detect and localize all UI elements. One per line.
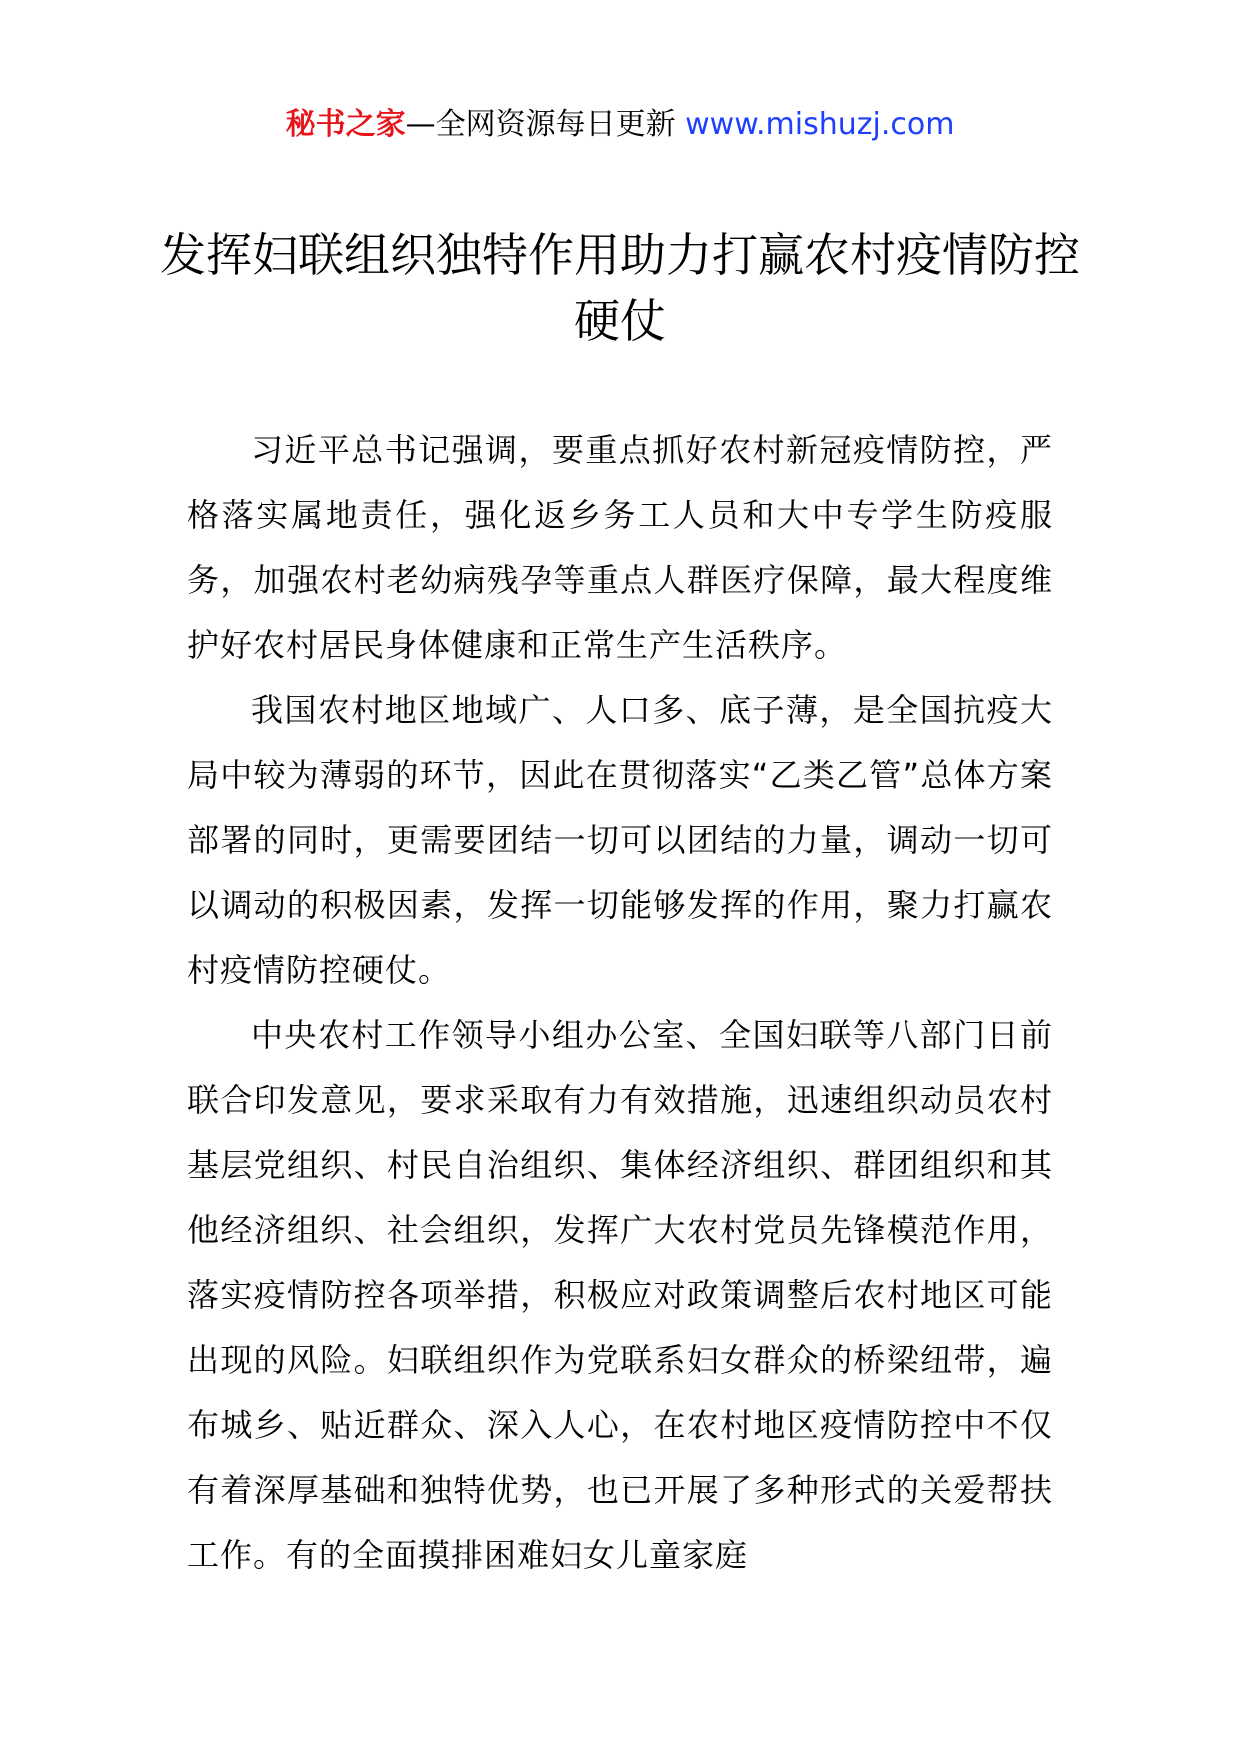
paragraph-2: 我国农村地区地域广、人口多、底子薄，是全国抗疫大局中较为薄弱的环节，因此在贯彻落实“乙类乙管”总体方案部署的同时，更需要团结一切可以团结的力量，调动一切可以调动的积极因素，发挥一切能够发挥的作用，聚力打赢农村疫情防控硬仗。: [187, 691, 1053, 989]
site-url-link[interactable]: www.mishuzj.com: [685, 107, 955, 142]
site-header: [0, 100, 1240, 150]
site-brand: 秘书之家: [285, 107, 406, 142]
paragraph-3: 中央农村工作领导小组办公室、全国妇联等八部门日前联合印发意见，要求采取有力有效措施，迅速组织动员农村基层党组织、村民自治组织、集体经济组织、群团组织和其他经济组织、社会组织，发挥广大农村党员先锋模范作用，落实疫情防控各项举措，积极应对政策调整后农村地区可能出现的风险。妇联组织作为党联系妇女群众的桥梁纽带，遍布城乡、贴近群众、深入人心，在农村地区疫情防控中不仅有着深厚基础和独特优势，也已开展了多种形式的关爱帮扶工作。有的全面摸排困难妇女儿童家庭: [187, 1016, 1053, 1574]
document-title: 发挥妇联组织独特作用助力打赢农村疫情防控硬仗: [160, 228, 1080, 348]
document-body: [187, 418, 1053, 1588]
site-tagline: —全网资源每日更新: [405, 107, 676, 142]
paragraph-1: 习近平总书记强调，要重点抓好农村新冠疫情防控，严格落实属地责任，强化返乡务工人员和大中专学生防疫服务，加强农村老幼病残孕等重点人群医疗保障，最大程度维护好农村居民身体健康和正常生产生活秩序。: [187, 431, 1053, 664]
